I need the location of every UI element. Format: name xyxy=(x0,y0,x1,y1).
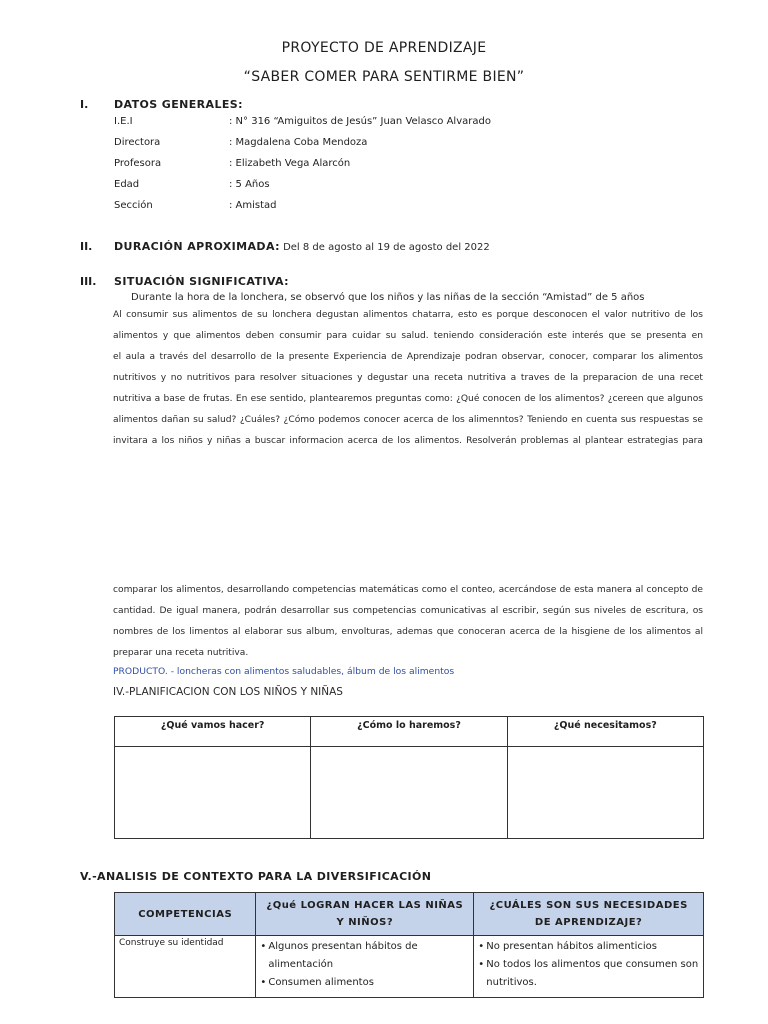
section-2-heading: DURACIÓN APROXIMADA: xyxy=(114,240,280,253)
logros-cell xyxy=(256,936,474,998)
product-text: - loncheras con alimentos saludables, álbum de los alimentos xyxy=(170,666,455,677)
section-5-heading: V.-ANALISIS DE CONTEXTO PARA LA DIVERSIFICACIÓN xyxy=(80,870,432,883)
planning-col-header: ¿Cómo lo haremos? xyxy=(311,717,507,747)
page-title: PROYECTO DE APRENDIZAJE xyxy=(281,40,487,56)
section-2-number: II. xyxy=(80,240,93,253)
product-label: PRODUCTO. xyxy=(113,666,168,677)
situation-paragraph-1 xyxy=(113,305,703,452)
logro-item: • Consumen alimentos xyxy=(260,974,469,992)
competencia-cell: Construye su identidad xyxy=(115,936,256,998)
paragraph-line: nutritivos y no nutritivos para resolver situaciones y degustar una receta nutritiva a traves de la preparacion de una recet xyxy=(113,373,703,383)
section-2-line xyxy=(114,240,490,253)
section-1-number: I. xyxy=(80,98,89,111)
field-label-iei: I.E.I xyxy=(114,116,133,127)
paragraph-line: nombres de los limentos al elaborar sus album, envolturas, ademas que conoceran acerca de la hisgiene de los alimentos al xyxy=(113,627,703,637)
section-1-heading: DATOS GENERALES: xyxy=(114,98,243,111)
planning-col-header: ¿Qué necesitamos? xyxy=(507,717,703,747)
situation-intro: Durante la hora de la lonchera, se observó que los niños y las niñas de la sección “Amistad” de 5 años xyxy=(131,292,645,303)
field-value-seccion: : Amistad xyxy=(229,200,277,211)
paragraph-line: Al consumir sus alimentos de su lonchera degustan alimentos chatarra, esto es porque desconocen el valor nutritivo de los xyxy=(113,310,703,320)
planning-table xyxy=(114,716,704,839)
paragraph-line: el aula a través del desarrollo de la presente Experiencia de Aprendizaje podran observar, conocer, comparar los alimentos xyxy=(113,352,703,362)
section-2-text: Del 8 de agosto al 19 de agosto del 2022 xyxy=(283,242,490,253)
context-col-header: ¿CUÁLES SON SUS NECESIDADES DE APRENDIZAJE? xyxy=(474,893,704,936)
paragraph-line: invitara a los niños y niñas a buscar informacion acerca de los alimentos. Resolverán problemas al plantear estrategias para xyxy=(113,436,703,446)
planning-col-header: ¿Qué vamos hacer? xyxy=(115,717,311,747)
page-subtitle: “SABER COMER PARA SENTIRME BIEN” xyxy=(243,69,525,85)
section-4-heading: IV.-PLANIFICACION CON LOS NIÑOS Y NIÑAS xyxy=(113,686,343,698)
planning-header-row xyxy=(115,717,704,747)
planning-cell xyxy=(115,747,311,839)
section-3-number: III. xyxy=(80,275,97,288)
necesidad-item: • No todos los alimentos que consumen son nutritivos. xyxy=(478,956,699,992)
paragraph-line: preparar una receta nutritiva. xyxy=(113,648,249,658)
logro-item: • Algunos presentan hábitos de alimentación xyxy=(260,938,469,974)
paragraph-line: comparar los alimentos, desarrollando competencias matemáticas como el conteo, acercándose de esta manera al concepto de xyxy=(113,585,703,595)
section-3-heading: SITUACIÓN SIGNIFICATIVA: xyxy=(114,275,289,288)
field-value-directora: : Magdalena Coba Mendoza xyxy=(229,137,368,148)
paragraph-line: cantidad. De igual manera, podrán desarrollar sus competencias comunicativas al escribir, según sus niveles de escritura, os xyxy=(113,606,703,616)
context-col-header: ¿Qué LOGRAN HACER LAS NIÑAS Y NIÑOS? xyxy=(256,893,474,936)
situation-paragraph-2 xyxy=(113,580,703,664)
planning-cell xyxy=(311,747,507,839)
planning-cell xyxy=(507,747,703,839)
field-label-edad: Edad xyxy=(114,179,140,190)
field-label-directora: Directora xyxy=(114,137,161,148)
paragraph-line: alimentos y que alimentos deben consumir para cuidar su salud. teniendo consideración este interés que se presenta en xyxy=(113,331,703,341)
necesidades-cell xyxy=(474,936,704,998)
context-col-header: COMPETENCIAS xyxy=(115,893,256,936)
field-label-profesora: Profesora xyxy=(114,158,162,169)
context-table xyxy=(114,892,704,998)
context-row xyxy=(115,936,704,998)
field-value-edad: : 5 Años xyxy=(229,179,270,190)
product-line xyxy=(113,666,454,677)
field-value-profesora: : Elizabeth Vega Alarcón xyxy=(229,158,351,169)
field-label-seccion: Sección xyxy=(114,200,153,211)
field-value-iei: : N° 316 “Amiguitos de Jesús” Juan Velasco Alvarado xyxy=(229,116,491,127)
paragraph-line: nutritiva a base de frutas. En ese sentido, plantearemos preguntas como: ¿Qué conocen de los alimentos? ¿cereen que algunos xyxy=(113,394,703,404)
context-header-row xyxy=(115,893,704,936)
paragraph-line: alimentos dañan su salud? ¿Cuáles? ¿Cómo podemos conocer acerca de los alimenntos? Teniendo en cuenta sus respuestas se xyxy=(113,415,703,425)
planning-empty-row xyxy=(115,747,704,839)
necesidad-item: • No presentan hábitos alimenticios xyxy=(478,938,699,956)
